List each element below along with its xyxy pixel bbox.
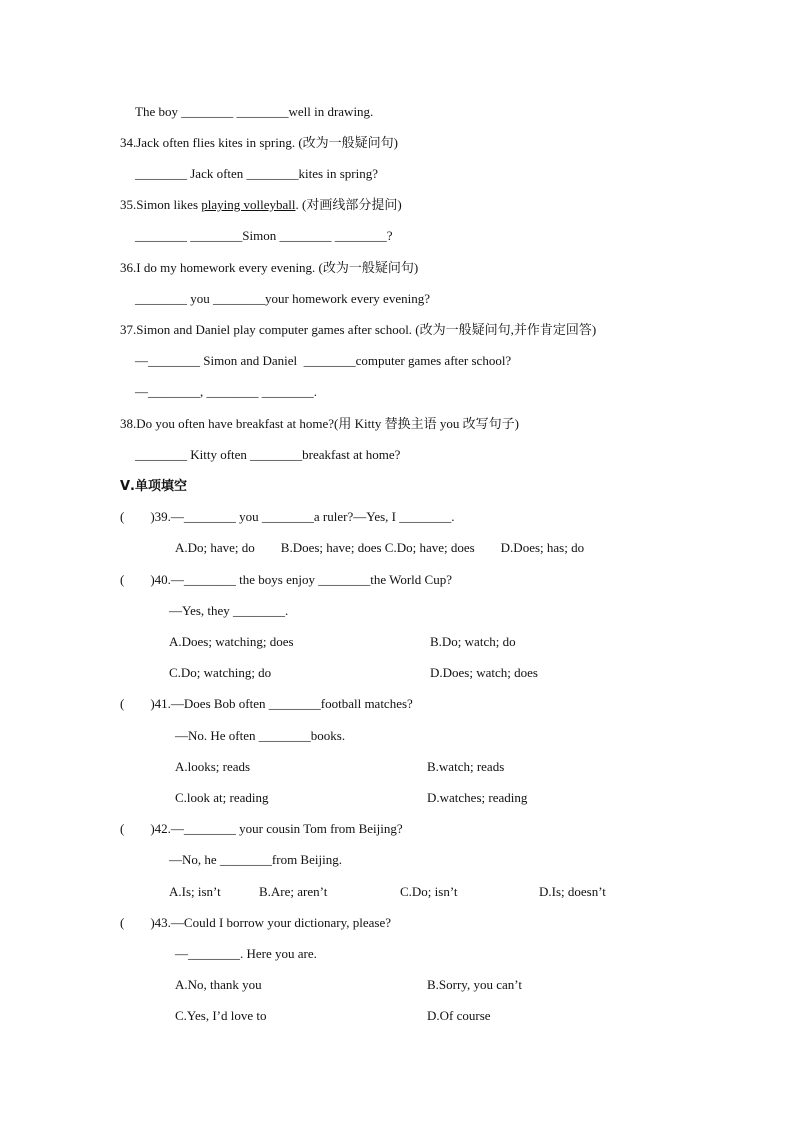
q37-answer-line-2: —________, ________ ________.	[135, 384, 317, 399]
q43-option-b: B.Sorry, you can’t	[427, 977, 522, 992]
q35-prompt	[120, 197, 402, 213]
q33-answer-line: The boy ________ ________well in drawing.	[135, 104, 374, 119]
q40-reply: —Yes, they ________.	[169, 603, 289, 618]
q42-option-a: A.Is; isn’t	[169, 884, 221, 899]
q41-option-d: D.watches; reading	[427, 790, 528, 805]
q39-options: A.Do; have; do B.Does; have; does C.Do; have; does D.Does; has; do	[175, 540, 585, 555]
q38-prompt: 38.Do you often have breakfast at home?(用 Kitty 替换主语 you 改写句子)	[120, 416, 519, 431]
q38-answer-line: ________ Kitty often ________breakfast at home?	[135, 447, 401, 462]
section-title: Ⅴ.单项填空	[120, 479, 187, 494]
q40-option-d: D.Does; watch; does	[430, 665, 538, 680]
q36-prompt: 36.I do my homework every evening. (改为一般疑问句)	[120, 260, 419, 275]
q41-option-b: B.watch; reads	[427, 759, 505, 774]
q34-prompt: 34.Jack often flies kites in spring. (改为一般疑问句)	[120, 135, 399, 150]
q42-option-c: C.Do; isn’t	[400, 884, 458, 899]
q41-option-c: C.look at; reading	[175, 790, 269, 805]
q35-prompt-end: . (对画线部分提问)	[295, 197, 402, 212]
q40-stem: ( )40.—________ the boys enjoy ________the World Cup?	[120, 572, 452, 587]
q42-stem: ( )42.—________ your cousin Tom from Beijing?	[120, 821, 403, 836]
q35-answer-line: ________ ________Simon ________ ________?	[135, 228, 393, 243]
q40-option-c: C.Do; watching; do	[169, 665, 272, 680]
q37-answer-line-1: —________ Simon and Daniel ________computer games after school?	[135, 353, 512, 368]
q34-answer-line: ________ Jack often ________kites in spring?	[135, 166, 378, 181]
q41-reply: —No. He often ________books.	[175, 728, 346, 743]
q37-prompt: 37.Simon and Daniel play computer games after school. (改为一般疑问句,并作肯定回答)	[120, 322, 597, 337]
q43-option-d: D.Of course	[427, 1008, 491, 1023]
q40-option-a: A.Does; watching; does	[169, 634, 294, 649]
q42-option-b: B.Are; aren’t	[259, 884, 328, 899]
q41-stem: ( )41.—Does Bob often ________football matches?	[120, 696, 413, 711]
q41-option-a: A.looks; reads	[175, 759, 251, 774]
q43-option-a: A.No, thank you	[175, 977, 262, 992]
q42-option-d: D.Is; doesn’t	[539, 884, 606, 899]
q39-stem: ( )39.—________ you ________a ruler?—Yes, I ________.	[120, 509, 455, 524]
q43-option-c: C.Yes, I’d love to	[175, 1008, 267, 1023]
q40-option-b: B.Do; watch; do	[430, 634, 516, 649]
q43-reply: —________. Here you are.	[175, 946, 317, 961]
q43-stem: ( )43.—Could I borrow your dictionary, please?	[120, 915, 392, 930]
q35-prompt-start: 35.Simon likes	[120, 197, 202, 212]
q36-answer-line: ________ you ________your homework every evening?	[135, 291, 430, 306]
q42-reply: —No, he ________from Beijing.	[169, 852, 342, 867]
q35-underlined-phrase: playing volleyball	[201, 197, 296, 212]
